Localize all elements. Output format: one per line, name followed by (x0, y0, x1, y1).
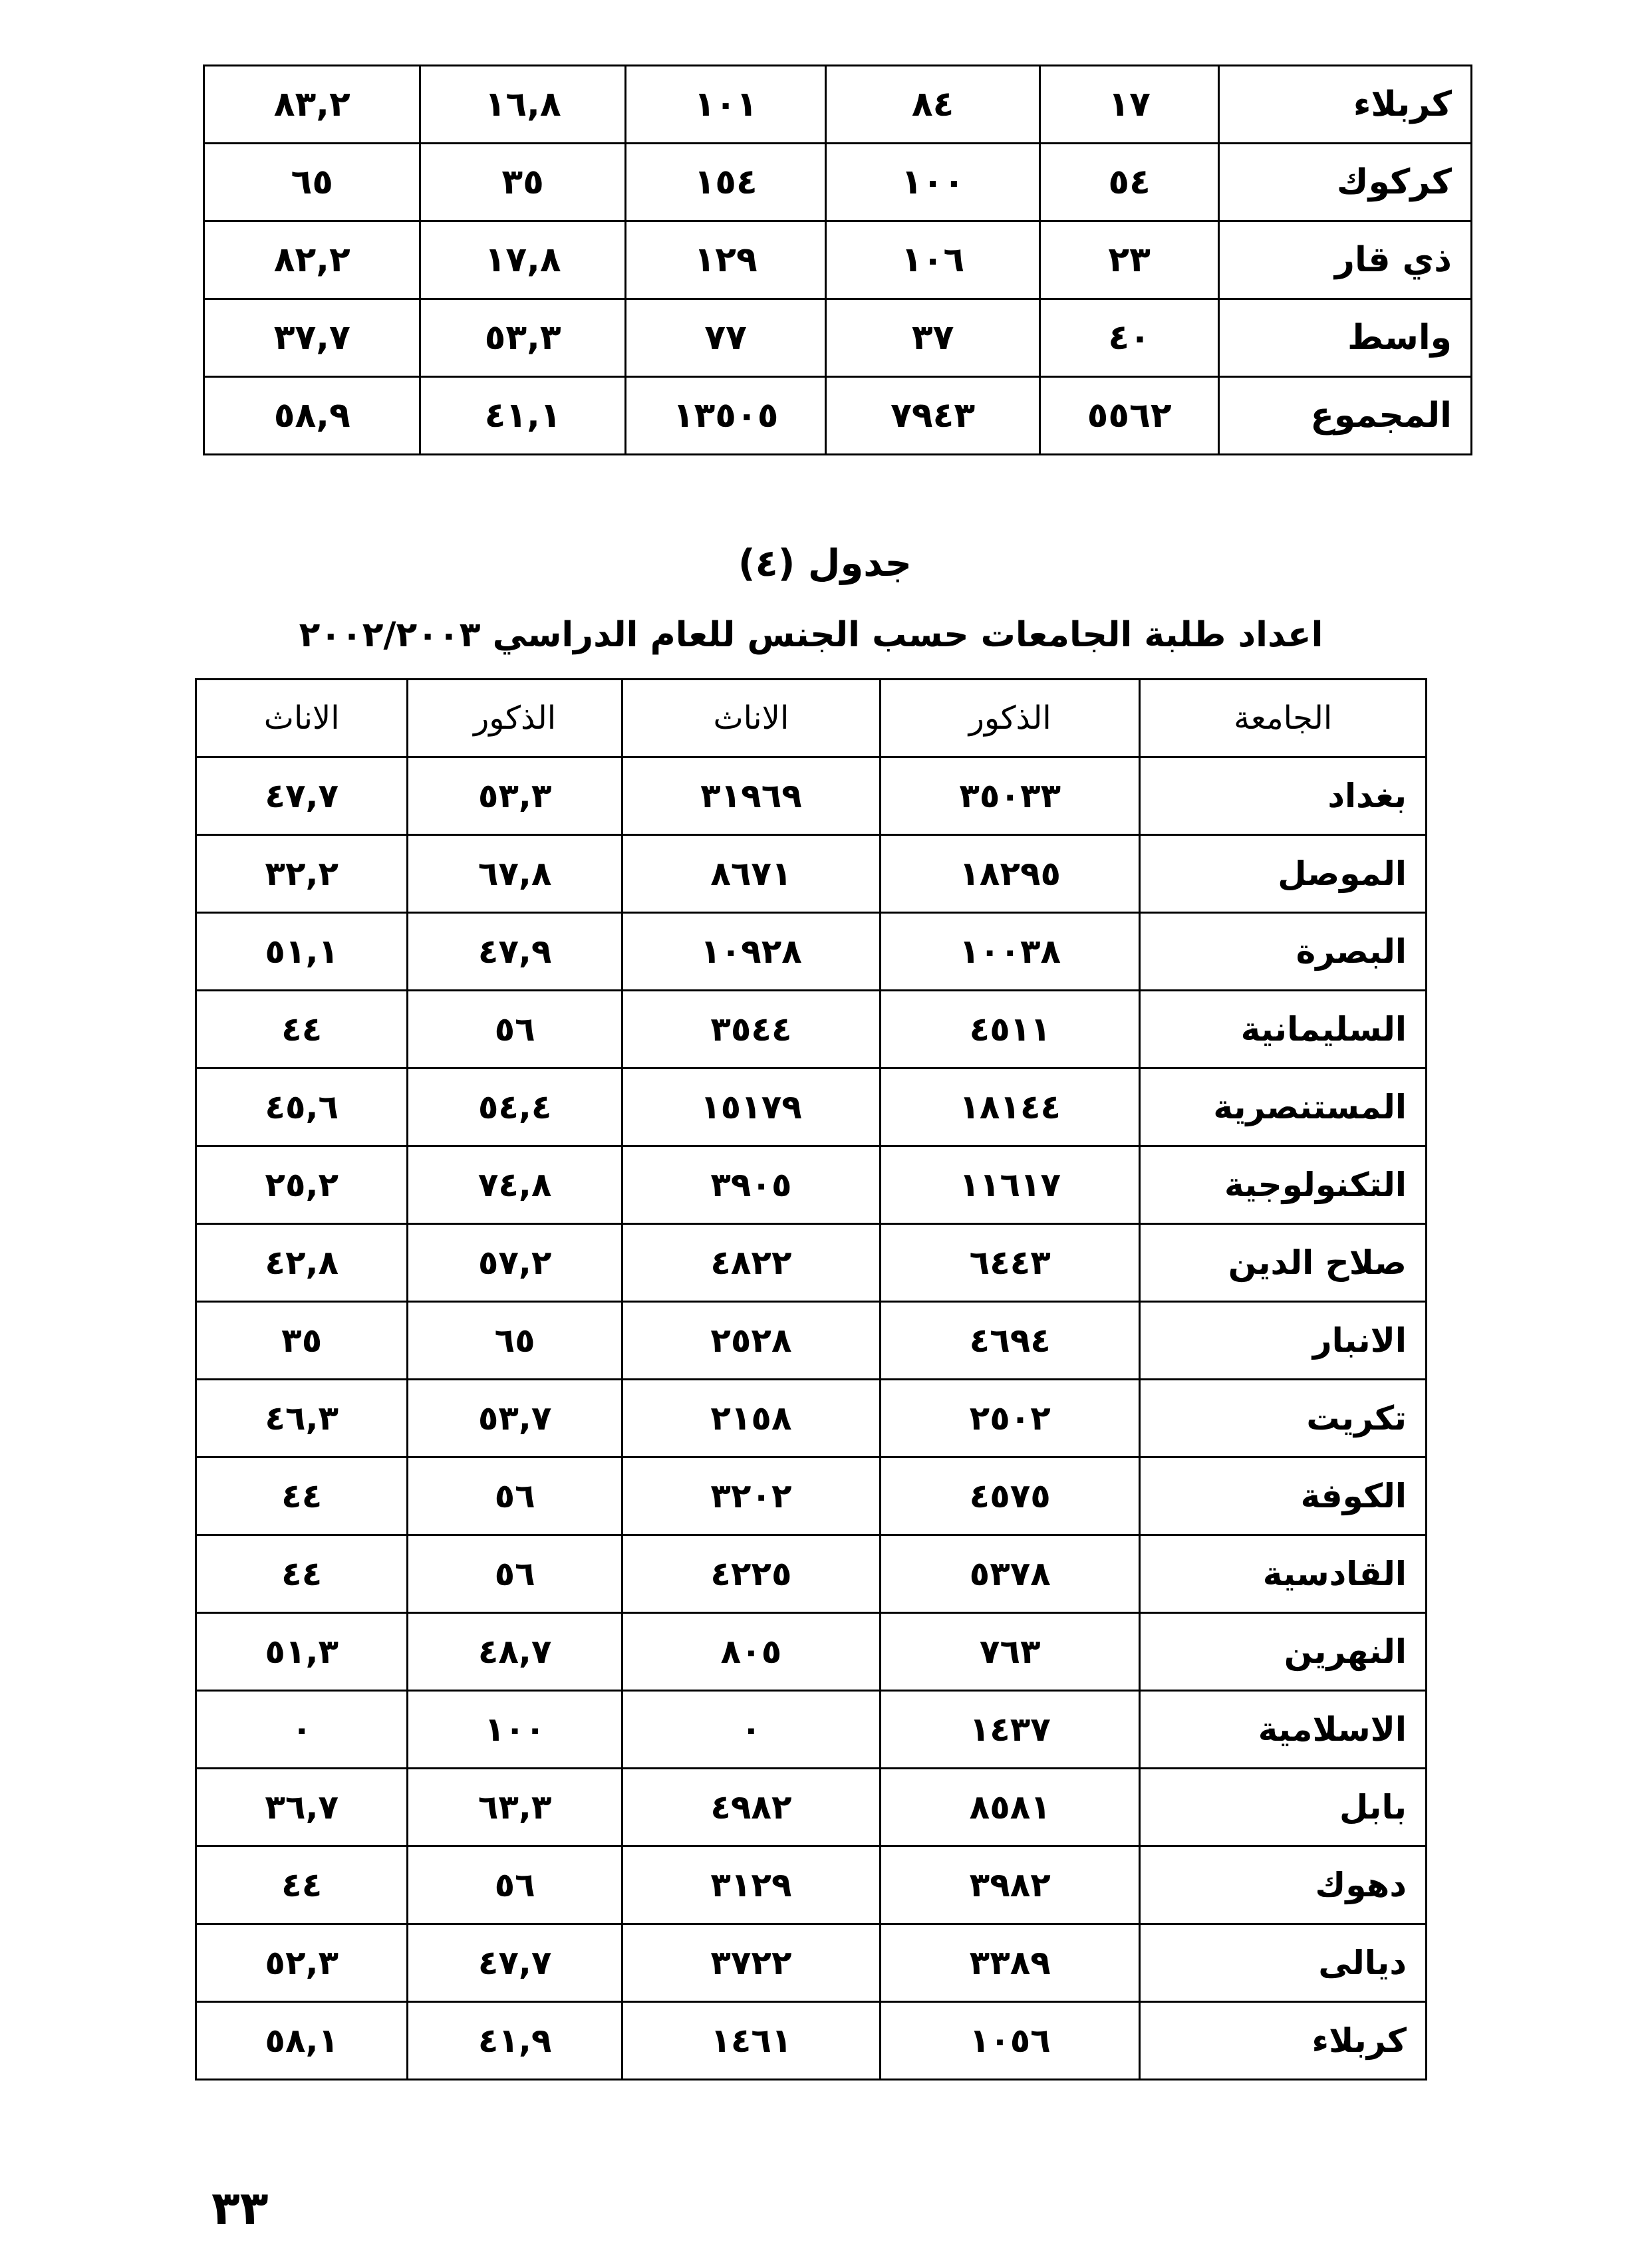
row-label: واسط (1219, 299, 1472, 377)
table-cell: ١٨١٤٤ (881, 1069, 1140, 1146)
column-header: الذكور (881, 680, 1140, 757)
table-row (196, 1069, 1427, 1146)
table-row (204, 66, 1472, 144)
table-cell: ٣٥٤٤ (622, 991, 880, 1069)
university-name: الموصل (1140, 835, 1427, 913)
table-cell: ٤٧,٩ (408, 913, 622, 991)
table-cell: ١٠٦ (826, 221, 1039, 299)
table-cell: ٠ (196, 1691, 408, 1769)
university-name: كربلاء (1140, 2002, 1427, 2080)
table-row (196, 1613, 1427, 1691)
table-cell: ٤١,١ (420, 377, 625, 455)
table-cell: ١٣٥٠٥ (625, 377, 826, 455)
table-cell: ٠ (622, 1691, 880, 1769)
table-cell: ٥١,١ (196, 913, 408, 991)
table-cell: ٨٦٧١ (622, 835, 880, 913)
page-number: ٣٣ (211, 2181, 269, 2235)
table-cell: ١٠٥٦ (881, 2002, 1140, 2080)
column-header: الذكور (408, 680, 622, 757)
column-header: الاناث (196, 680, 408, 757)
table-row (196, 1224, 1427, 1302)
university-name: تكريت (1140, 1380, 1427, 1457)
table-cell: ٤٦,٣ (196, 1380, 408, 1457)
table-cell: ٤٩٨٢ (622, 1769, 880, 1846)
table-cell: ٤١,٩ (408, 2002, 622, 2080)
table-cell: ٥٨,٩ (204, 377, 420, 455)
row-label: كربلاء (1219, 66, 1472, 144)
total-row (204, 377, 1472, 455)
table-cell: ٥٣,٣ (408, 757, 622, 835)
table-cell: ٣٢,٢ (196, 835, 408, 913)
table-title: جدول (٤) (738, 542, 912, 585)
table-cell: ٢١٥٨ (622, 1380, 880, 1457)
table-cell: ٣٧,٧ (204, 299, 420, 377)
table-row (196, 1924, 1427, 2002)
table-cell: ٣٥ (196, 1302, 408, 1380)
table-cell: ٧٦٣ (881, 1613, 1140, 1691)
table-cell: ٣٧ (826, 299, 1039, 377)
table-cell: ٤٤ (196, 1846, 408, 1924)
table-cell: ١٤٦١ (622, 2002, 880, 2080)
table-row (196, 1380, 1427, 1457)
table-cell: ٤٤ (196, 991, 408, 1069)
table-cell: ٦٧,٨ (408, 835, 622, 913)
table-cell: ٥٣,٧ (408, 1380, 622, 1457)
university-name: بابل (1140, 1769, 1427, 1846)
table-cell: ٦٥ (408, 1302, 622, 1380)
column-header: الاناث (622, 680, 880, 757)
table-cell: ١٠٠ (408, 1691, 622, 1769)
table-cell: ٨٢,٢ (204, 221, 420, 299)
table-cell: ٤٦٩٤ (881, 1302, 1140, 1380)
table-cell: ٦٣,٣ (408, 1769, 622, 1846)
table-cell: ٥٦ (408, 991, 622, 1069)
table-cell: ٥٦ (408, 1535, 622, 1613)
table-cell: ٣١٩٦٩ (622, 757, 880, 835)
table-cell: ٢٥,٢ (196, 1146, 408, 1224)
table-row (204, 299, 1472, 377)
table-cell: ٤٧,٧ (408, 1924, 622, 2002)
table-row (196, 1146, 1427, 1224)
university-name: النهرين (1140, 1613, 1427, 1691)
table-cell: ١٠١ (625, 66, 826, 144)
governorate-table-continued (203, 64, 1472, 455)
table-cell: ٤٢٢٥ (622, 1535, 880, 1613)
university-name: التكنولوجية (1140, 1146, 1427, 1224)
table-cell: ٤٥١١ (881, 991, 1140, 1069)
table-subtitle: اعداد طلبة الجامعات حسب الجنس للعام الدراسي ٢٠٠٢/٢٠٠٣ (299, 615, 1323, 655)
table-row (204, 144, 1472, 221)
table-cell: ١٤٣٧ (881, 1691, 1140, 1769)
table-cell: ٣٧٢٢ (622, 1924, 880, 2002)
table-cell: ١٨٢٩٥ (881, 835, 1140, 913)
table-cell: ١١٦١٧ (881, 1146, 1140, 1224)
table-row (196, 835, 1427, 913)
table-cell: ٣٢٠٢ (622, 1457, 880, 1535)
table-cell: ١٠٠٣٨ (881, 913, 1140, 991)
table-cell: ٣٣٨٩ (881, 1924, 1140, 2002)
table-cell: ٣٩٠٥ (622, 1146, 880, 1224)
university-name: ديالى (1140, 1924, 1427, 2002)
table-cell: ٢٥٠٢ (881, 1380, 1140, 1457)
university-name: القادسية (1140, 1535, 1427, 1613)
university-name: الاسلامية (1140, 1691, 1427, 1769)
table-cell: ٢٣ (1039, 221, 1219, 299)
table-cell: ١٢٩ (625, 221, 826, 299)
table-cell: ٤٨,٧ (408, 1613, 622, 1691)
table-cell: ٥٨,١ (196, 2002, 408, 2080)
table-cell: ٣٥ (420, 144, 625, 221)
university-name: الانبار (1140, 1302, 1427, 1380)
table-cell: ١٥٤ (625, 144, 826, 221)
university-name: المستنصرية (1140, 1069, 1427, 1146)
table-row (204, 221, 1472, 299)
table-row (196, 1691, 1427, 1769)
table-cell: ٥٢,٣ (196, 1924, 408, 2002)
table-cell: ١٥١٧٩ (622, 1069, 880, 1146)
table-cell: ١٧ (1039, 66, 1219, 144)
table-row (196, 1846, 1427, 1924)
table-cell: ٥٣٧٨ (881, 1535, 1140, 1613)
table-cell: ٨٣,٢ (204, 66, 420, 144)
university-name: دهوك (1140, 1846, 1427, 1924)
row-label: المجموع (1219, 377, 1472, 455)
table-row (196, 913, 1427, 991)
table-cell: ٨٤ (826, 66, 1039, 144)
university-name: السليمانية (1140, 991, 1427, 1069)
table-cell: ٦٤٤٣ (881, 1224, 1140, 1302)
university-name: البصرة (1140, 913, 1427, 991)
table-row (196, 1535, 1427, 1613)
table-row (196, 2002, 1427, 2080)
table-cell: ٣١٢٩ (622, 1846, 880, 1924)
university-name: بغداد (1140, 757, 1427, 835)
table-cell: ٧٩٤٣ (826, 377, 1039, 455)
table-cell: ٨٠٥ (622, 1613, 880, 1691)
table-row (196, 991, 1427, 1069)
table-cell: ٨٥٨١ (881, 1769, 1140, 1846)
table-cell: ٧٤,٨ (408, 1146, 622, 1224)
table-cell: ٥٤ (1039, 144, 1219, 221)
table-cell: ٦٥ (204, 144, 420, 221)
table-cell: ٣٥٠٣٣ (881, 757, 1140, 835)
table-cell: ٣٩٨٢ (881, 1846, 1140, 1924)
table-cell: ٥٤,٤ (408, 1069, 622, 1146)
table-cell: ١٧,٨ (420, 221, 625, 299)
university-name: صلاح الدين (1140, 1224, 1427, 1302)
table-cell: ٤٤ (196, 1457, 408, 1535)
table-cell: ٢٥٢٨ (622, 1302, 880, 1380)
table-cell: ٤٠ (1039, 299, 1219, 377)
table-cell: ٥٦ (408, 1457, 622, 1535)
table-cell: ٤٥٧٥ (881, 1457, 1140, 1535)
table-row (196, 1302, 1427, 1380)
table-row (196, 1769, 1427, 1846)
table-row (196, 757, 1427, 835)
table-cell: ٤٥,٦ (196, 1069, 408, 1146)
table-cell: ٥١,٣ (196, 1613, 408, 1691)
table-cell: ٤٢,٨ (196, 1224, 408, 1302)
table-cell: ٥٦ (408, 1846, 622, 1924)
table-cell: ١٦,٨ (420, 66, 625, 144)
table-cell: ١٠٠ (826, 144, 1039, 221)
table-cell: ٣٦,٧ (196, 1769, 408, 1846)
row-label: ذي قار (1219, 221, 1472, 299)
row-label: كركوك (1219, 144, 1472, 221)
table-cell: ٥٣,٣ (420, 299, 625, 377)
table-cell: ١٠٩٢٨ (622, 913, 880, 991)
table-cell: ٥٥٦٢ (1039, 377, 1219, 455)
column-header: الجامعة (1140, 680, 1427, 757)
university-students-table (195, 678, 1427, 2080)
university-name: الكوفة (1140, 1457, 1427, 1535)
table-cell: ٧٧ (625, 299, 826, 377)
table-cell: ٥٧,٢ (408, 1224, 622, 1302)
table-cell: ٤٨٢٢ (622, 1224, 880, 1302)
header-row (196, 680, 1427, 757)
table-cell: ٤٧,٧ (196, 757, 408, 835)
table-row (196, 1457, 1427, 1535)
table-cell: ٤٤ (196, 1535, 408, 1613)
